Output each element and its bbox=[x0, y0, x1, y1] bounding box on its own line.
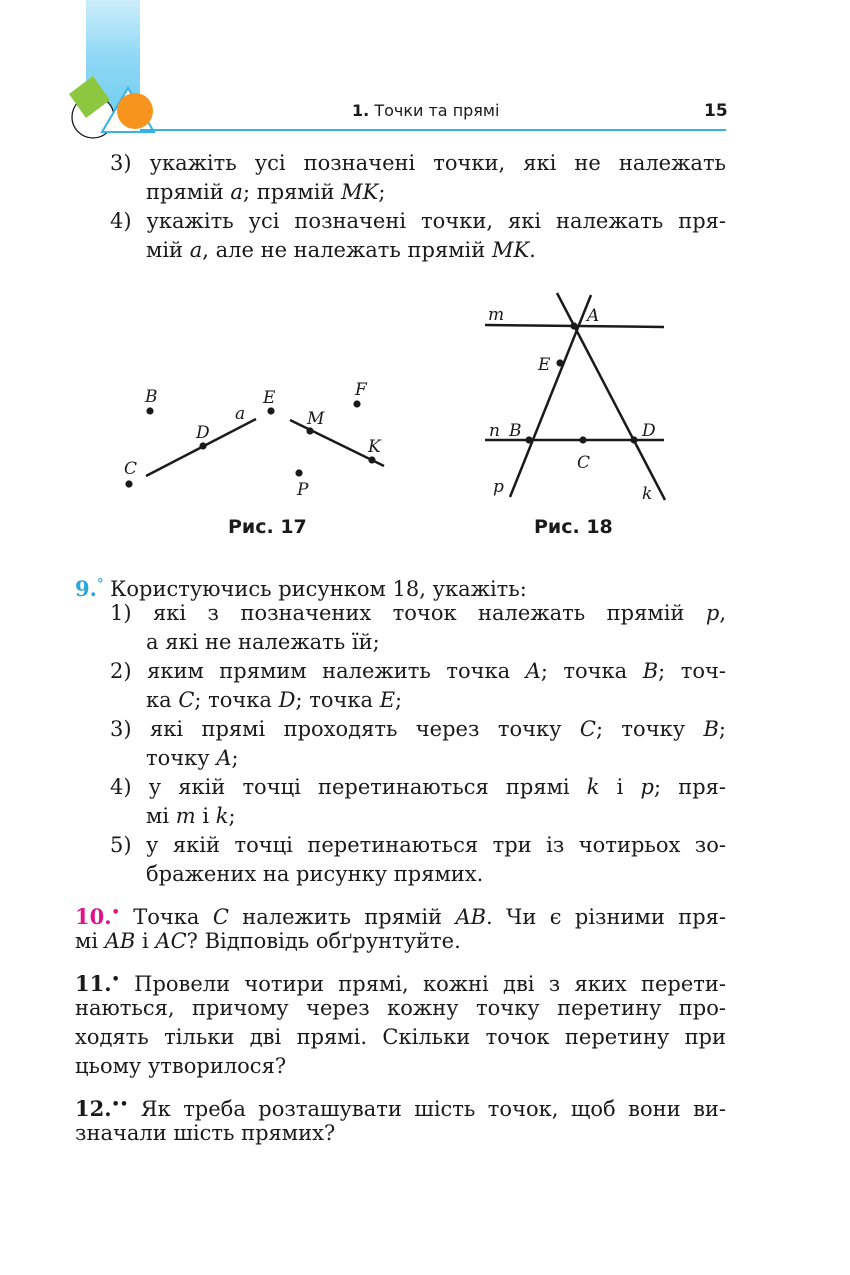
task10-line2: мі AB і AC? Відповідь обґрунтуйте. bbox=[75, 929, 461, 953]
fig17-label-B: B bbox=[145, 387, 158, 407]
fig17-label-M: M bbox=[307, 409, 325, 429]
fig17-label-C: C bbox=[124, 459, 138, 479]
prev-item4-line1: 4) укажіть усі позначені точки, які належать пря- bbox=[110, 209, 726, 233]
task9-item4-line2: мі m і k; bbox=[146, 804, 236, 828]
task9-item5-line2: бражених на рисунку прямих. bbox=[146, 862, 484, 886]
fig17-point-F bbox=[353, 400, 360, 407]
fig17-label-D: D bbox=[196, 423, 210, 443]
fig17-label-a: a bbox=[235, 404, 246, 424]
fig17-label-P: P bbox=[297, 480, 309, 500]
fig18-caption: Рис. 18 bbox=[534, 516, 613, 538]
fig17-point-D bbox=[199, 442, 206, 449]
task11-line4: цьому утворилося? bbox=[75, 1054, 287, 1078]
fig18-label-A: A bbox=[587, 306, 600, 326]
task9-item4-line1: 4) у якій точці перетинаються прямі k і p; пря- bbox=[110, 775, 726, 799]
fig17-point-C bbox=[125, 480, 132, 487]
prev-item4-line2: мій a, але не належать прямій MK. bbox=[146, 238, 536, 262]
header-section-title: 1. Точки та прямі bbox=[352, 101, 500, 120]
figure-18 bbox=[480, 288, 680, 508]
fig18-label-k: k bbox=[642, 484, 653, 504]
fig18-point-D bbox=[630, 436, 637, 443]
page-number: 15 bbox=[704, 101, 728, 121]
task9-item3-line1: 3) які прямі проходять через точку C; точку B; bbox=[110, 717, 726, 741]
fig17-label-E: E bbox=[263, 388, 276, 408]
fig18-label-E: E bbox=[538, 355, 551, 375]
fig18-label-B: B bbox=[509, 421, 522, 441]
prev-item3-line1: 3) укажіть усі позначені точки, які не належать bbox=[110, 151, 726, 175]
header-divider bbox=[140, 129, 726, 131]
fig17-label-F: F bbox=[355, 380, 367, 400]
task12-line2: значали шість прямих? bbox=[75, 1121, 336, 1145]
fig17-point-B bbox=[146, 407, 153, 414]
figure-17 bbox=[110, 370, 400, 510]
task9-item5-line1: 5) у якій точці перетинаються три із чотирьох зо- bbox=[110, 833, 726, 857]
task11-line1: 11.• Провели чотири прямі, кожні дві з яких перети- bbox=[75, 971, 726, 996]
chapter-logo-icon bbox=[62, 70, 162, 144]
task9-item1-line1: 1) які з позначених точок належать прямій p, bbox=[110, 601, 726, 625]
fig18-label-m: m bbox=[488, 305, 505, 325]
task9-intro: 9.° Користуючись рисунком 18, укажіть: bbox=[75, 576, 527, 601]
task11-line3: ходять тільки дві прямі. Скільки точок перетину при bbox=[75, 1025, 726, 1049]
task9-item1-line2: а які не належать їй; bbox=[146, 630, 380, 654]
fig17-point-P bbox=[295, 469, 302, 476]
task10-line1: 10.• Точка C належить прямій AB. Чи є різними пря- bbox=[75, 904, 726, 929]
fig18-point-A bbox=[570, 322, 577, 329]
fig18-label-D: D bbox=[642, 421, 656, 441]
fig18-point-C bbox=[579, 436, 586, 443]
task9-item2-line2: ка C; точка D; точка E; bbox=[146, 688, 403, 712]
fig18-point-B bbox=[525, 436, 532, 443]
task9-item3-line2: точку A; bbox=[146, 746, 239, 770]
fig17-point-E bbox=[267, 407, 274, 414]
fig18-point-E bbox=[556, 359, 563, 366]
task11-line2: наються, причому через кожну точку перетину про- bbox=[75, 996, 726, 1020]
fig17-label-K: K bbox=[368, 437, 381, 457]
fig17-caption: Рис. 17 bbox=[228, 516, 307, 538]
fig17-point-K bbox=[368, 456, 375, 463]
fig18-label-n: n bbox=[489, 421, 500, 441]
prev-item3-line2: прямій a; прямій MK; bbox=[146, 180, 386, 204]
fig18-label-C: C bbox=[577, 453, 591, 473]
task9-item2-line1: 2) яким прямим належить точка A; точка B; точ- bbox=[110, 659, 726, 683]
fig18-label-p: p bbox=[493, 477, 504, 497]
task12-line1: 12.•• Як треба розташувати шість точок, щоб вони ви- bbox=[75, 1096, 726, 1121]
